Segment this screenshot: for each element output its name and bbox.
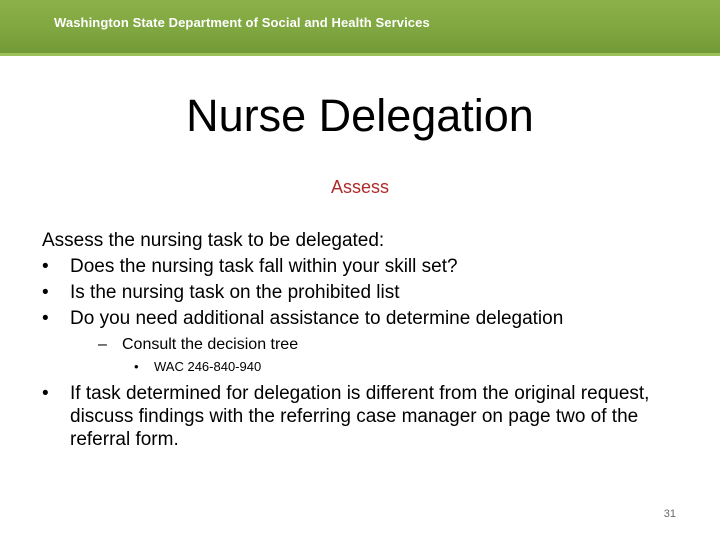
bullet-item [42, 254, 682, 280]
slide-subtitle: Assess [330, 177, 390, 197]
bullet-marker: • [42, 256, 49, 277]
bullet-item [42, 306, 682, 332]
slide-title: Nurse Delegation [186, 90, 534, 141]
page-number: 31 [663, 508, 676, 520]
bullet-marker: • [42, 282, 49, 303]
organization-name: Washington State Department of Social and Health Services [54, 15, 430, 30]
bullet-text: Do you need additional assistance to determine delegation [70, 308, 564, 329]
sub-item-text: WAC 246-840-940 [154, 359, 262, 374]
bullet-text: Does the nursing task fall within your skill set? [70, 256, 458, 277]
intro-text: Assess the nursing task to be delegated: [42, 230, 385, 251]
dash-item [98, 334, 682, 356]
bullet-item [42, 382, 670, 451]
dash-marker: – [98, 336, 107, 353]
bullet-item [42, 280, 682, 306]
bullet-marker: • [42, 383, 49, 404]
header-bar [0, 0, 720, 56]
bullet-text: If task determined for delegation is different from the original request, discuss findings with the referring case manager on page two of the referral form. [70, 383, 650, 450]
bullet-list [42, 254, 682, 332]
sub-item [134, 358, 682, 376]
bullet-text: Is the nursing task on the prohibited list [70, 282, 400, 303]
slide-body [42, 228, 682, 451]
dash-item-text: Consult the decision tree [122, 336, 299, 353]
bullet-marker: • [42, 308, 49, 329]
sub-bullet-marker: • [134, 359, 139, 374]
